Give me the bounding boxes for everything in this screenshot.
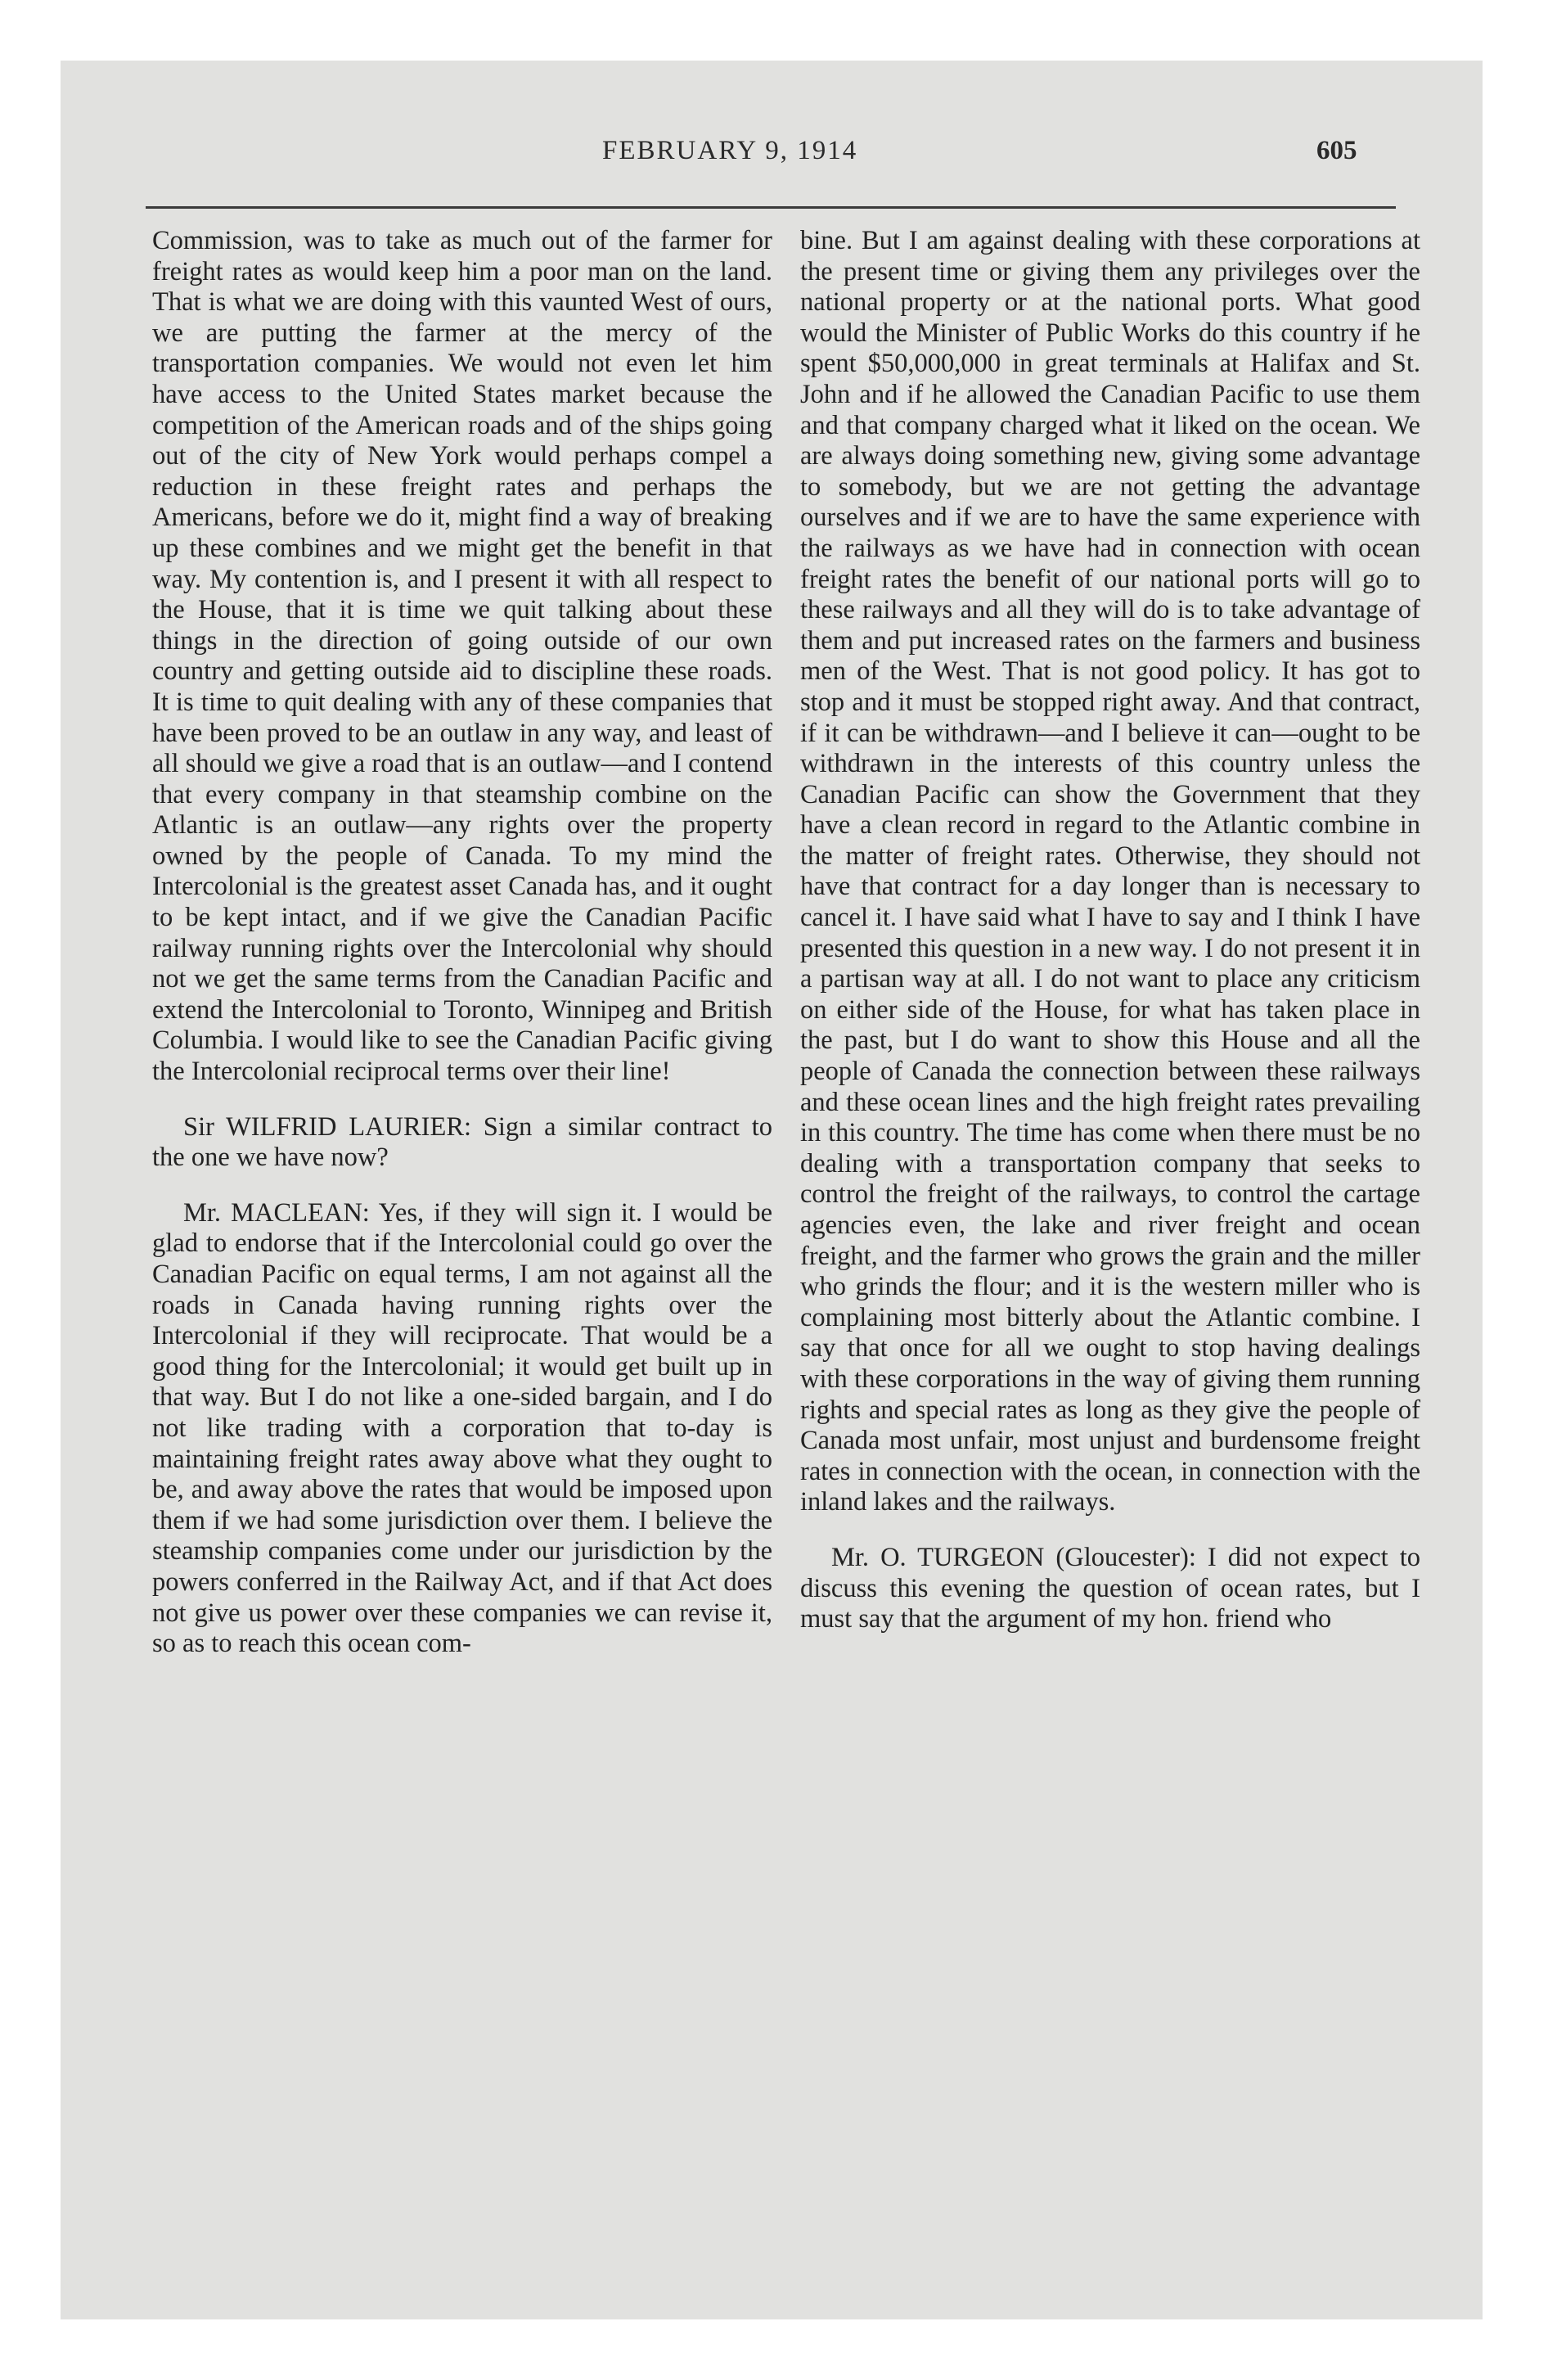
- paragraph-laurier: Sir WILFRID LAURIER: Sign a similar contract to the one we have now?: [152, 1111, 772, 1173]
- paragraph-turgeon: Mr. O. TURGEON (Gloucester): I did not expect to discuss this evening the question of ocean rates, but I must say that the argument of my hon. friend who: [800, 1542, 1420, 1634]
- paragraph-maclean-continued: Commission, was to take as much out of the farmer for freight rates as would keep him a poor man on the land. That is what we are doing with this vaunted West of ours, we are putting the farmer at the mercy of the transportation companies. We would not even let him have access to the United States market because the competition of the American roads and of the ships going out of the city of New York would perhaps compel a reduction in these freight rates and perhaps the Americans, before we do it, might find a way of breaking up these combines and we might get the benefit in that way. My contention is, and I present it with all respect to the House, that it is time we quit talking about these things in the direction of going outside of our own country and getting outside aid to discipline these roads. It is time to quit dealing with any of these companies that have been proved to be an outlaw in any way, and least of all should we give a road that is an outlaw—and I contend that every company in that steamship combine on the Atlantic is an outlaw—any rights over the property owned by the people of Canada. To my mind the Intercolonial is the greatest asset Canada has, and it ought to be kept intact, and if we give the Canadian Pacific railway running rights over the Intercolonial why should not we get the same terms from the Canadian Pacific and extend the Intercolonial to Toronto, Winnipeg and British Columbia. I would like to see the Canadian Pacific giving the Intercolonial reciprocal terms over their line!: [152, 226, 772, 1087]
- header-date: FEBRUARY 9, 1914: [602, 136, 858, 165]
- document-page: [61, 61, 1483, 2319]
- left-column: [152, 226, 772, 2223]
- page-number: 605: [1316, 136, 1357, 165]
- paragraph-maclean: Mr. MACLEAN: Yes, if they will sign it. I would be glad to endorse that if the Intercolonial could go over the Canadian Pacific on equal terms, I am not against all the roads in Canada having running rights over the Intercolonial if they will reciprocate. That would be a good thing for the Intercolonial; it would get built up in that way. But I do not like a one-sided bargain, and I do not like trading with a corporation that to-day is maintaining freight rates away above what they ought to be, and away above the rates that would be imposed upon them if we had some jurisdiction over them. I believe the steamship companies come under our jurisdiction by the powers conferred in the Railway Act, and if that Act does not give us power over these companies we can revise it, so as to reach this ocean com-: [152, 1197, 772, 1659]
- paragraph-maclean-conclusion: bine. But I am against dealing with these corporations at the present time or giving them any privileges over the national property or at the national ports. What good would the Minister of Public Works do this country if he spent $50,000,000 in great terminals at Halifax and St. John and if he allowed the Canadian Pacific to use them and that company charged what it liked on the ocean. We are always doing something new, giving some advantage to somebody, but we are not getting the advantage ourselves and if we are to have the same experience with the railways as we have had in connection with ocean freight rates the benefit of our national ports will go to these railways and all they will do is to take advantage of them and put increased rates on the farmers and business men of the West. That is not good policy. It has got to stop and it must be stopped right away. And that contract, if it can be withdrawn—and I believe it can—ought to be withdrawn in the interests of this country unless the Canadian Pacific can show the Government that they have a clean record in regard to the Atlantic combine in the matter of freight rates. Otherwise, they should not have that contract for a day longer than is necessary to cancel it. I have said what I have to say and I think I have presented this question in a new way. I do not present it in a partisan way at all. I do not want to place any criticism on either side of the House, for what has taken place in the past, but I do want to show this House and all the people of Canada the connection between these railways and these ocean lines and the high freight rates prevailing in this country. The time has come when there must be no dealing with a transportation company that seeks to control the freight of the railways, to control the cartage agencies even, the lake and river freight and ocean freight, and the farmer who grows the grain and the miller who grinds the flour; and it is the western miller who is complaining most bitterly about the Atlantic combine. I say that once for all we ought to stop having dealings with these corporations in the way of giving them running rights and special rates as long as they give the people of Canada most unfair, most unjust and burdensome freight rates in connection with the ocean, in connection with the inland lakes and the railways.: [800, 226, 1420, 1517]
- header-rule: [146, 206, 1396, 209]
- page-header: [61, 136, 1483, 185]
- right-column: [800, 226, 1420, 2223]
